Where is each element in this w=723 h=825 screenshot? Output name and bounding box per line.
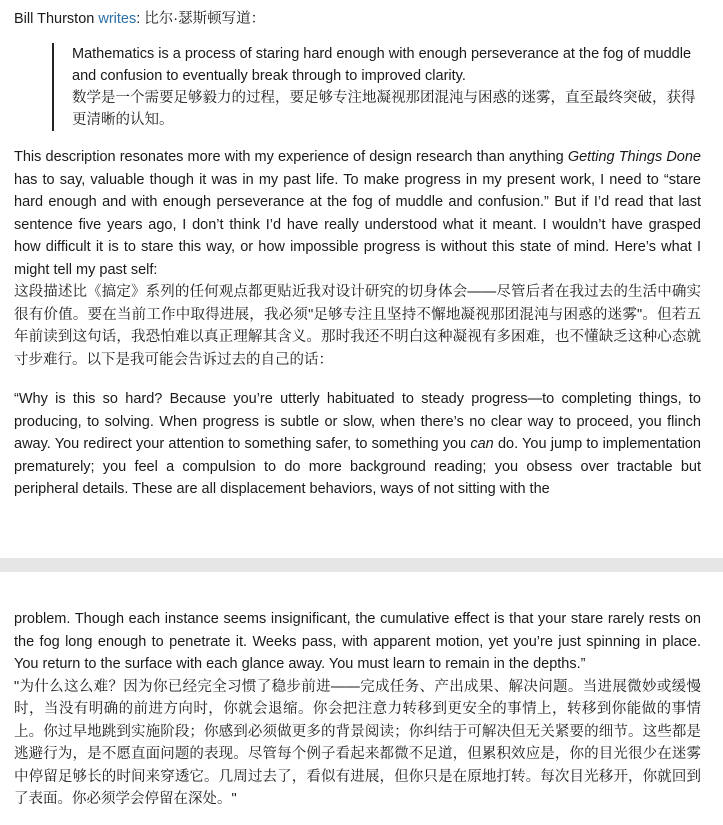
- page-break-divider: [0, 558, 723, 572]
- emphasis-can: can: [470, 436, 494, 452]
- paragraph-2-english: [14, 388, 701, 501]
- paragraph-1-chinese: 这段描述比《搞定》系列的任何观点都更贴近我对设计研究的切身体会——尽管后者在我过去的生活中确实很有价值。要在当前工作中取得进展，我必须"足够专注且坚持不懈地凝视那团混沌与困惑的迷雾"。但若五年前读到这句话，我恐怕难以真正理解其含义。那时我还不明白这种凝视有多困难，也不懂缺乏这种心态就寸步难行。以下是我可能会告诉过去的自己的话：: [14, 284, 701, 368]
- paragraph-1-text-a: This description resonates more with my experience of design research than anything: [14, 149, 568, 165]
- paragraph-2-continued-english: problem. Though each instance seems insignificant, the cumulative effect is that your stare rarely rests on the fog long enough to penetrate it. Weeks pass, with apparent motion, yet you’re just spinning in place. You return to the surface with each glance away. You must learn to remain in the depths.”: [14, 611, 701, 672]
- blockquote: [52, 43, 701, 131]
- attribution-suffix: : 比尔·瑟斯顿写道：: [136, 11, 266, 27]
- author-name: Bill Thurston: [14, 11, 95, 27]
- paragraph-1-english: [14, 146, 701, 281]
- paragraph-2: [14, 388, 701, 501]
- quote-english: Mathematics is a process of staring hard enough with enough perseverance at the fog of muddle and confusion to eventually break through to improved clarity.: [72, 46, 692, 84]
- paragraph-1: [14, 146, 701, 371]
- paragraph-2-text-b: do. You jump to implementation prematurely; you feel a compulsion to do more background reading; you obsess over tractable but peripheral details. These are all displacement behaviors, ways of not sitting with the: [14, 436, 701, 497]
- quote-chinese: 数学是一个需要足够毅力的过程，要足够专注地凝视那团混沌与困惑的迷雾，直至最终突破，获得更清晰的认知。: [72, 90, 696, 128]
- book-title-italic: Getting Things Done: [567, 149, 701, 165]
- attribution-line: [14, 9, 701, 29]
- paragraph-2-chinese: "为什么这么难？因为你已经完全习惯了稳步前进——完成任务、产出成果、解决问题。当进展微妙或缓慢时，当没有明确的前进方向时，你就会退缩。你会把注意力转移到更安全的事情上，转移到你能做的事情上。你过早地跳到实施阶段；你感到必须做更多的背景阅读；你纠结于可解决但无关紧要的细节。这些都是逃避行为，是不愿直面问题的表现。尽管每个例子看起来都微不足道，但累积效应是，你的目光很少在迷雾中停留足够长的时间来穿透它。几周过去了，看似有进展，但你只是在原地打转。每次目光移开，你就回到了表面。你必须学会停留在深处。": [14, 678, 701, 807]
- paragraph-1-text-b: has to say, valuable though it was in my past life. To make progress in my present work, I need to “stare hard enough and with enough perseverance at the fog of muddle and confusion.” But if I’d read that last sentence five years ago, I don’t think I’d have really understood what it meant. I wouldn’t have grasped how difficult it is to stare this way, or how impossible progress is without this state of mind. Here’s what I might tell my past self:: [14, 171, 701, 278]
- paragraph-2-continued: [14, 608, 701, 811]
- paragraph-2-text-a: “Why is this so hard? Because you’re utterly habituated to steady progress—to completing things, to producing, to solving. When progress is subtle or slow, when there’s no clear way to proceed, you flinch away. You redirect your attention to something safer, to something you: [14, 391, 701, 452]
- page-bottom: [0, 572, 723, 825]
- writes-link[interactable]: writes: [98, 11, 137, 27]
